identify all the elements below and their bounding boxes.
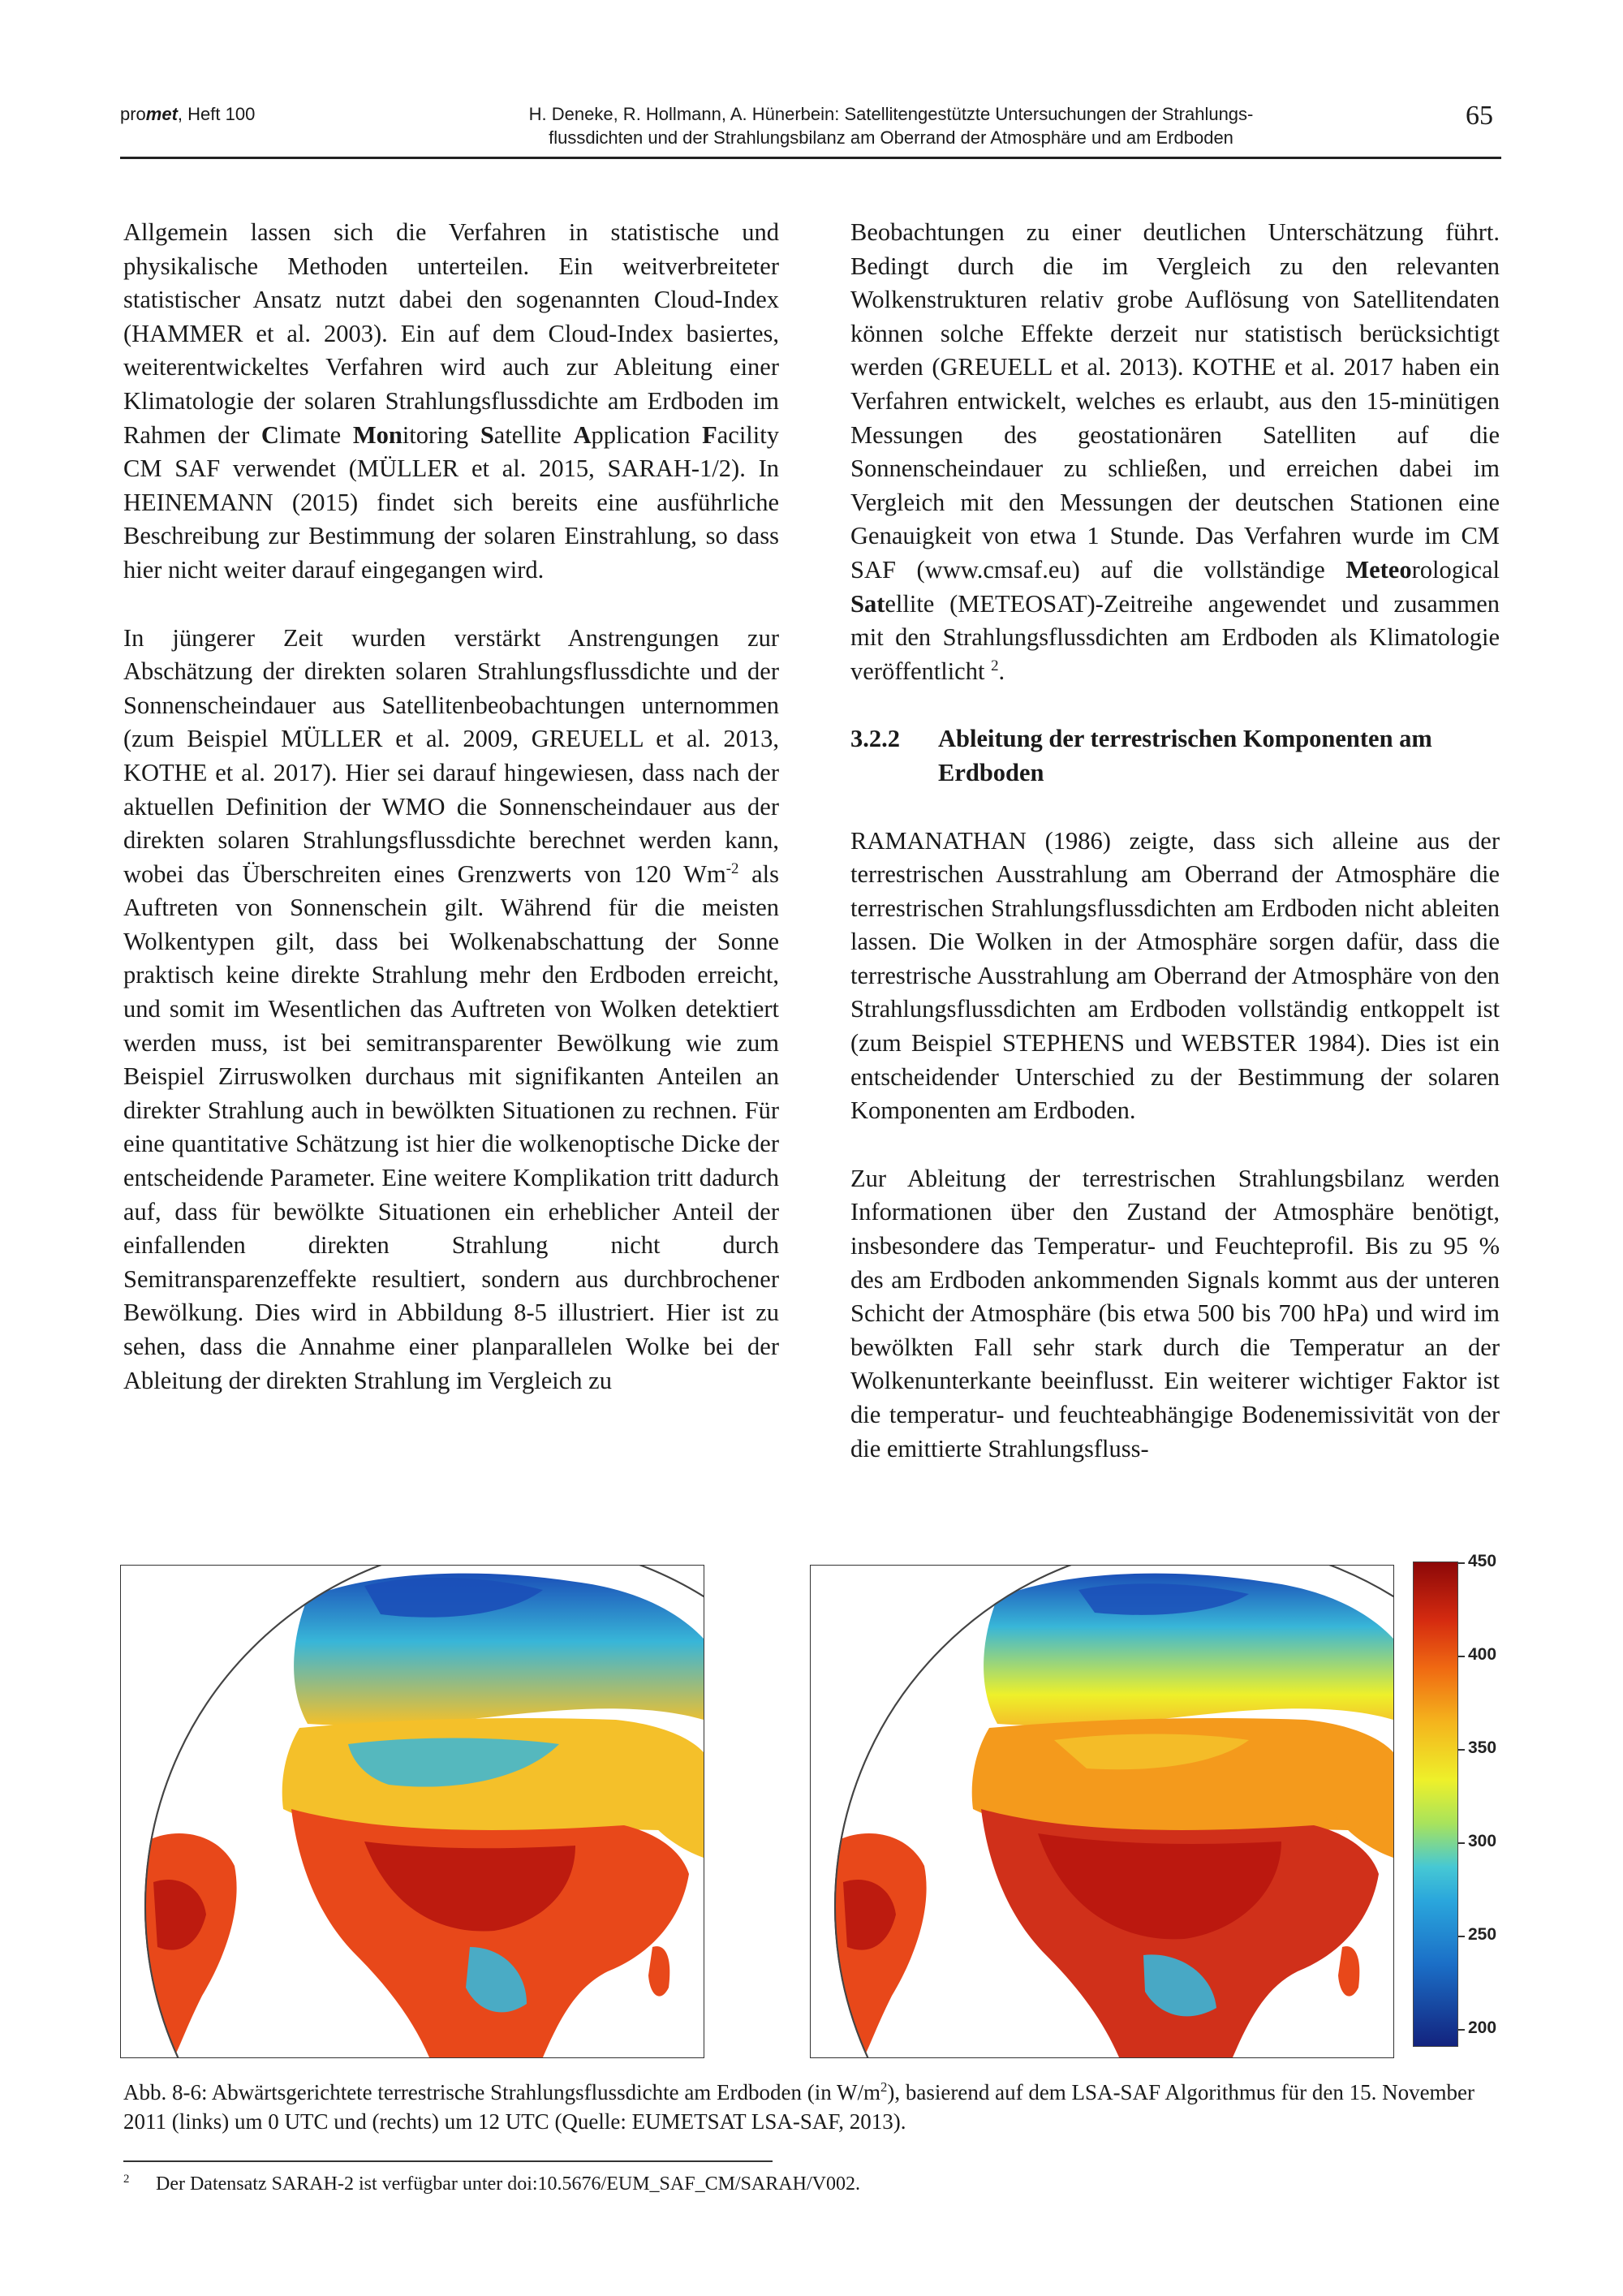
colorbar-label-200: 200 [1468, 2018, 1497, 2037]
page-number: 65 [1466, 101, 1493, 131]
colorbar-tick [1458, 1562, 1465, 1564]
colorbar-legend [1413, 1552, 1504, 2048]
globe-map-0utc [120, 1565, 704, 2058]
colorbar-tick [1458, 1842, 1465, 1844]
figure-caption: Abb. 8-6: Abwärtsgerichtete terrestrische Strahlungsflussdichte am Erdboden (in $W/m^2$), basierend auf dem LSA-SAF Algorithmus für den 15. November 2011 (links) um 0 UTC und (rechts) um 12 UTC (Quelle: EUMETSAT LSA-SAF, 2013). [123, 2079, 1475, 2134]
footnote-text: Der Datensatz SARAH-2 ist verfügbar unter doi:10.5676/EUM_SAF_CM/SARAH/V002. [156, 2173, 860, 2195]
colorbar-label-250: 250 [1468, 1925, 1497, 1944]
running-title-line-2: flussdichten und der Strahlungsbilanz am Oberrand der Atmosphäre und am Erdboden [549, 127, 1233, 148]
paragraph-right-2: RAMANATHAN (1986) zeigte, dass sich alleine aus der terrestrischen Ausstrahlung am Oberrand der Atmosphäre die terrestrischen Strahlungsflussdichten am Erdboden nicht ableiten lassen. Die Wolken in der Atmosphäre sorgen dafür, dass die terrestrische Ausstrahlung am Oberrand der Atmosphäre von den Strahlungsflussdichten am Erdboden vollständig entkoppelt ist (zum Beispiel STEPHENS und WEBSTER 1984). Dies ist ein entscheidender Unterschied zu der Bestimmung der solaren Komponenten am Erdboden. [850, 826, 1500, 1125]
globe-map-12utc [810, 1565, 1394, 2058]
paragraph-right-3: Zur Ableitung der terrestrischen Strahlungsbilanz werden Informationen über den Zustand der Atmosphäre benötigt, insbesondere das Temperatur- und Feuchteprofil. Bis zu 95 % des am Erdboden ankommenden Signals kommt aus der unteren Schicht der Atmosphäre (bis etwa 500 bis 700 hPa) und wird im bewölkten Fall sehr stark durch die Temperatur an der Wolkenunterkante beeinflusst. Ein weiterer wichtiger Faktor ist die temperatur- und feuchteabhängige Bodenemissivität von der die emittierte Strahlungsfluss- [850, 1164, 1500, 1462]
globe-map-0utc-image [121, 1566, 704, 2057]
left-column [123, 216, 779, 1398]
section-heading [850, 722, 1500, 790]
footnote-rule [123, 2160, 773, 2162]
colorbar-tick [1458, 1936, 1465, 1937]
colorbar-tick [1458, 1749, 1465, 1751]
colorbar-tick [1458, 2029, 1465, 2031]
colorbar-tick [1458, 1656, 1465, 1657]
colorbar-label-350: 350 [1468, 1738, 1497, 1757]
right-column [850, 216, 1500, 1466]
footnote-mark: 2 [123, 2173, 130, 2186]
paragraph-left-2: In jüngerer Zeit wurden verstärkt Anstrengungen zur Abschätzung der direkten solaren Strahlungsflussdichte und der Sonnenscheindauer aus Satellitenbeobachtungen unternommen (zum Beispiel MÜLLER et al. 2009, GREUELL et al. 2013, KOTHE et al. 2017). Hier sei darauf hingewiesen, dass nach der aktuellen Definition der WMO die Sonnenscheindauer aus der direkten solaren Strahlungsflussdichte berechnet werden kann, wobei das Überschreiten eines Grenzwerts von 120 $Wm^{-2}$ als Auftreten von Sonnenschein gilt. Während für die meisten Wolkentypen gilt, dass bei Wolkenabschattung der Sonne praktisch keine direkte Strahlung mehr den Erdboden erreicht, und somit im Wesentlichen das Auftreten von Wolken detektiert werden muss, ist bei semitransparenter Bewölkung wie zum Beispiel Zirruswolken durchaus mit signifikanten Anteilen an direkter Strahlung auch in bewölkten Situationen zu rechnen. Für eine quantitative Schätzung ist hier die wolkenoptische Dicke der entscheidende Parameter. Eine weitere Komplikation tritt dadurch auf, dass für bewölkte Situationen ein erheblicher Anteil der einfallenden direkten Strahlung nicht durch Semitransparenzeffekte resultiert, sondern aus durchbrochener Bewölkung. Dies wird in Abbildung 8-5 illustriert. Hier ist zu sehen, dass die Annahme einer planparallelen Wolke bei der Ableitung der direkten Strahlung im Vergleich zu [123, 623, 779, 1394]
colorbar-label-450: 450 [1468, 1552, 1497, 1570]
running-title [420, 102, 1362, 149]
colorbar-label-300: 300 [1468, 1832, 1497, 1850]
running-header [120, 102, 1501, 159]
paragraph-right-1: Beobachtungen zu einer deutlichen Unterschätzung führt. Bedingt durch die im Vergleich zu den relevanten Wolkenstrukturen relativ grobe Auflösung von Satellitendaten können solche Effekte derzeit nur statistisch berücksichtigt werden (GREUELL et al. 2013). KOTHE et al. 2017 haben ein Verfahren entwickelt, welches es erlaubt, aus den 15-minütigen Messungen des geostationären Satelliten auf die Sonnenscheindauer zu schließen, und erreichen dabei im Vergleich mit den Messungen der deutschen Stationen eine Genauigkeit von etwa 1 Stunde. Das Verfahren wurde im CM SAF (www.cmsaf.eu) auf die vollständige Meteorological Satellite (METEOSAT)-Zeitreihe angewendet und zusammen mit den Strahlungsflussdichten am Erdboden als Klimatologie veröffentlicht $^2$. [850, 218, 1500, 685]
running-title-line-1: H. Deneke, R. Hollmann, A. Hünerbein: Satellitengestützte Untersuchungen der Strahlungs- [528, 104, 1254, 124]
journal-name: promet, Heft 100 [120, 104, 256, 124]
footnote [123, 2172, 1259, 2196]
section-title: Ableitung der terrestrischen Komponenten am Erdboden [938, 725, 1432, 786]
header-rule [120, 157, 1501, 159]
paragraph-left-1: Allgemein lassen sich die Verfahren in statistische und physikalische Methoden unterteilen. Ein weitverbreiteter statistischer Ansatz nutzt dabei den sogenannten Cloud-Index (HAMMER et al. 2003). Ein auf dem Cloud-Index basiertes, weiterentwickeltes Verfahren wird auch zur Ableitung einer Klimatologie der solaren Strahlungsflussdichte am Erdboden im Rahmen der Climate Monitoring Satellite Application Facility CM SAF verwendet (MÜLLER et al. 2015, SARAH-1/2). In HEINEMANN (2015) findet sich bereits eine ausführliche Beschreibung zur Bestimmung der solaren Einstrahlung, so dass hier nicht weiter darauf eingegangen wird. [123, 218, 779, 584]
globe-map-12utc-image [811, 1566, 1393, 2057]
section-number: 3.2.2 [850, 725, 900, 753]
figure-8-6 [120, 1552, 1504, 2063]
colorbar-label-400: 400 [1468, 1645, 1497, 1664]
colorbar-gradient [1413, 1562, 1458, 2047]
